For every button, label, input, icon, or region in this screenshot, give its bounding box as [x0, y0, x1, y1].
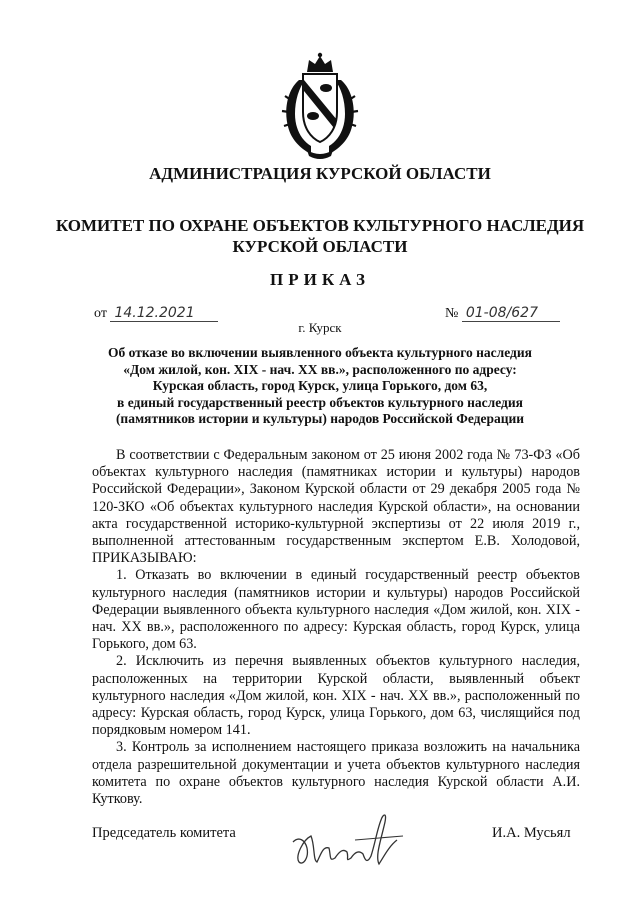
order-title-line3: Курская область, город Курск, улица Горького, дом 63, [152, 378, 488, 393]
committee-heading-line1: КОМИТЕТ ПО ОХРАНЕ ОБЪЕКТОВ КУЛЬТУРНОГО НАСЛЕДИЯ [55, 216, 585, 235]
order-title-line4: в единый государственный реестр объектов культурного наследия [117, 394, 523, 410]
order-item-1: 1. Отказать во включении в единый государственный реестр объектов культурного наследия (памятников истории и культуры) народов Российской Федерации выявленного объекта культурного наследия «Дом жилой, кон. XIX - нач. XX вв.», расположенного по адресу: Курская область, город Курск, улица Горького, дом 63. [92, 567, 580, 653]
order-title [0, 345, 640, 428]
order-title-line1: Об отказе во включении выявленного объекта культурного наследия [108, 345, 532, 360]
document-type-heading: ПРИКАЗ [270, 270, 370, 289]
order-title-line5: (памятников истории и культуры) народов Российской Федерации [115, 411, 525, 426]
signatory-name: И.А. Мусьял [492, 825, 571, 841]
order-number-value: 01-08/627 [462, 305, 560, 322]
order-date-value: 14.12.2021 [110, 305, 218, 322]
order-title-line2: «Дом жилой, кон. XIX - нач. XX вв.», расположенного по адресу: [123, 361, 517, 377]
coat-of-arms-icon [277, 50, 363, 160]
committee-heading-line2: КУРСКОЙ ОБЛАСТИ [232, 237, 408, 256]
order-item-3: 3. Контроль за исполнением настоящего приказа возложить на начальника отдела разрешительной документации и учета объектов культурного наследия комитета по охране объектов культурного наследия Курской области А.И. Куткову. [92, 739, 580, 808]
order-preamble: В соответствии с Федеральным законом от 25 июня 2002 года № 73-ФЗ «Об объектах культурного наследия (памятниках истории и культуры) народов Российской Федерации», Законом Курской области от 29 декабря 2005 года № 120-ЗКО «Об объектах культурного наследия Курской области», на основании акта государственной историко-культурной экспертизы от 22 июля 2019 г., выполненной аттестованным государственным экспертом Е.В. Холодовой, ПРИКАЗЫВАЮ: [92, 447, 580, 567]
order-item-2: 2. Исключить из перечня выявленных объектов культурного наследия, расположенных на территории Курской области, выявленный объект культурного наследия «Дом жилой, кон. XIX - нач. XX вв.», расположенный по адресу: Курская область, город Курск, улица Горького, дом 63, числящийся под порядковым номером 141. [92, 653, 580, 739]
order-body [92, 447, 580, 808]
administration-heading: АДМИНИСТРАЦИЯ КУРСКОЙ ОБЛАСТИ [149, 164, 491, 183]
signatory-position: Председатель комитета [92, 825, 236, 841]
city-line: г. Курск [298, 320, 342, 335]
handwritten-signature-icon [285, 800, 415, 875]
order-date-prefix: от [94, 306, 107, 321]
order-number-prefix: № [445, 306, 459, 321]
committee-heading [0, 215, 640, 257]
